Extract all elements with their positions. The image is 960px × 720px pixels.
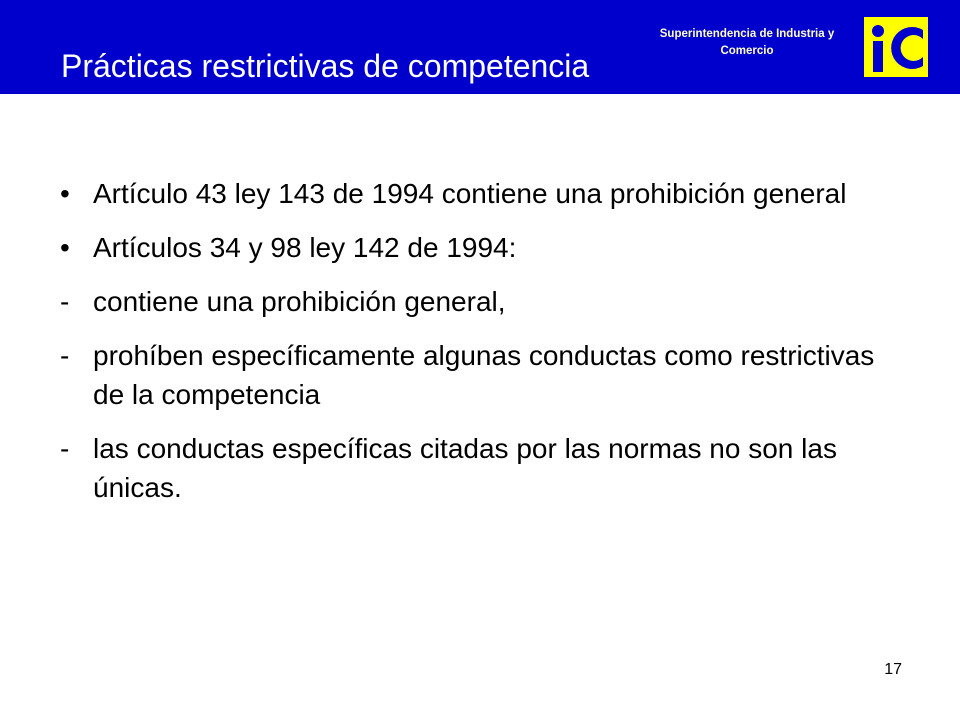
dash-item: [60, 429, 880, 507]
slide-title: Prácticas restrictivas de competencia: [61, 48, 590, 84]
dash-item: [60, 282, 880, 321]
bullet-item: [60, 228, 880, 267]
bullet-marker: •: [60, 232, 70, 263]
dash-text: prohíben específicamente algunas conductas como restrictivas de la competencia: [93, 340, 875, 410]
bullet-text: Artículos 34 y 98 ley 142 de 1994:: [93, 232, 517, 263]
dash-item: [60, 336, 880, 414]
sic-logo-icon: [864, 17, 928, 77]
dash-marker: -: [60, 286, 70, 317]
organization-name: Superintendencia de Industria y Comercio: [659, 28, 835, 57]
bullet-marker: •: [60, 178, 70, 209]
dash-marker: -: [60, 340, 70, 371]
page-number: 17: [884, 661, 902, 678]
content-list: [60, 174, 880, 507]
header-bar: [0, 0, 960, 94]
bullet-text: Artículo 43 ley 143 de 1994 contiene una prohibición general: [93, 178, 847, 209]
bullet-item: [60, 174, 880, 213]
dash-text: las conductas específicas citadas por las normas no son las únicas.: [93, 433, 837, 503]
dash-marker: -: [60, 433, 70, 464]
dash-text: contiene una prohibición general,: [93, 286, 506, 317]
